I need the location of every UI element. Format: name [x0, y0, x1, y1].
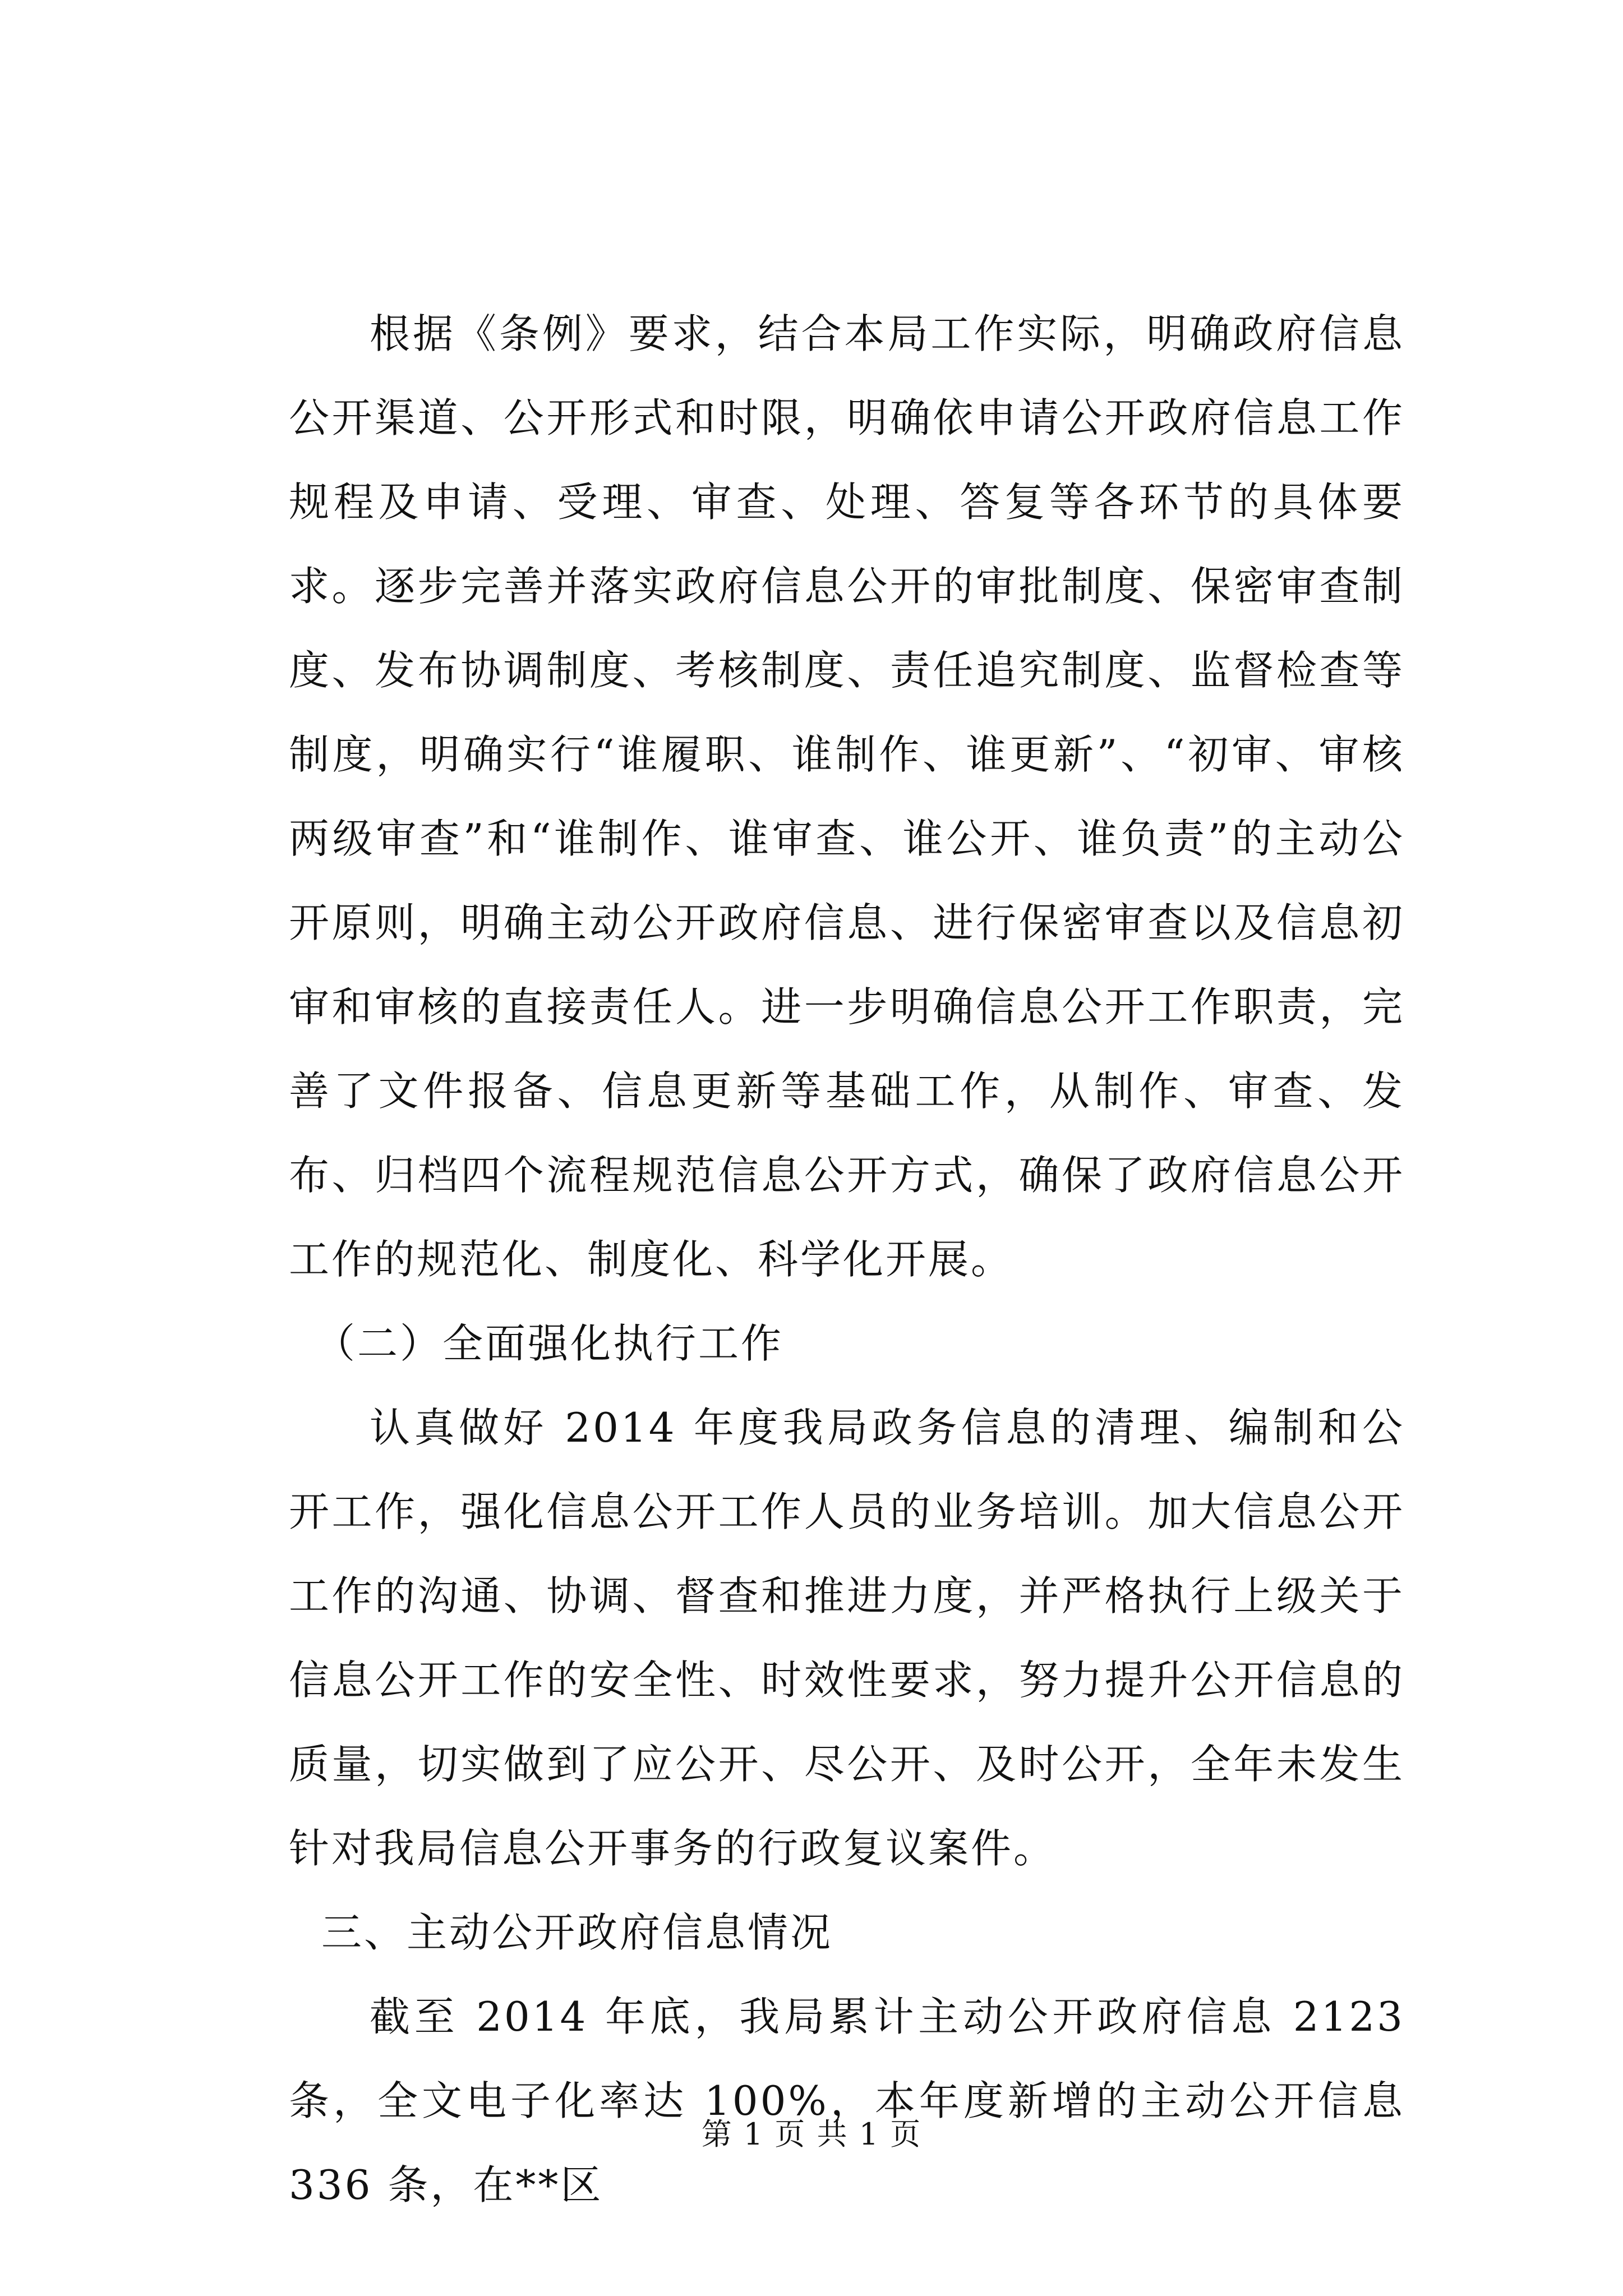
page-footer: 第 1 页 共 1 页	[701, 2116, 922, 2152]
paragraph-regulation-requirements: 根据《条例》要求，结合本局工作实际，明确政府信息公开渠道、公开形式和时限，明确依申请公开政府信息工作规程及申请、受理、审查、处理、答复等各环节的具体要求。逐步完善并落实政府信息公开的审批制度、保密审查制度、发布协调制度、考核制度、责任追究制度、监督检查等制度，明确实行“谁履职、谁制作、谁更新”、“初审、审核两级审查”和“谁制作、谁审查、谁公开、谁负责”的主动公开原则，明确主动公开政府信息、进行保密审查以及信息初审和审核的直接责任人。进一步明确信息公开工作职责，完善了文件报备、信息更新等基础工作，从制作、审查、发布、归档四个流程规范信息公开方式，确保了政府信息公开工作的规范化、制度化、科学化开展。	[289, 310, 1405, 1283]
section-heading-proactive-disclosure: 三、主动公开政府信息情况	[321, 1909, 833, 1956]
document-body	[289, 292, 1405, 2227]
section-heading-execution: （二）全面强化执行工作	[315, 1320, 784, 1367]
paragraph-disclosure-stats: 截至 2014 年底，我局累计主动公开政府信息 2123 条，全文电子化率达 100%，本年度新增的主动公开信息 336 条，在**区	[289, 1993, 1405, 2208]
paragraph-execution-work: 认真做好 2014 年度我局政务信息的清理、编制和公开工作，强化信息公开工作人员的业务培训。加大信息公开工作的沟通、协调、督查和推进力度，并严格执行上级关于信息公开工作的安全性、时效性要求，努力提升公开信息的质量，切实做到了应公开、尽公开、及时公开，全年未发生针对我局信息公开事务的行政复议案件。	[289, 1404, 1405, 1872]
